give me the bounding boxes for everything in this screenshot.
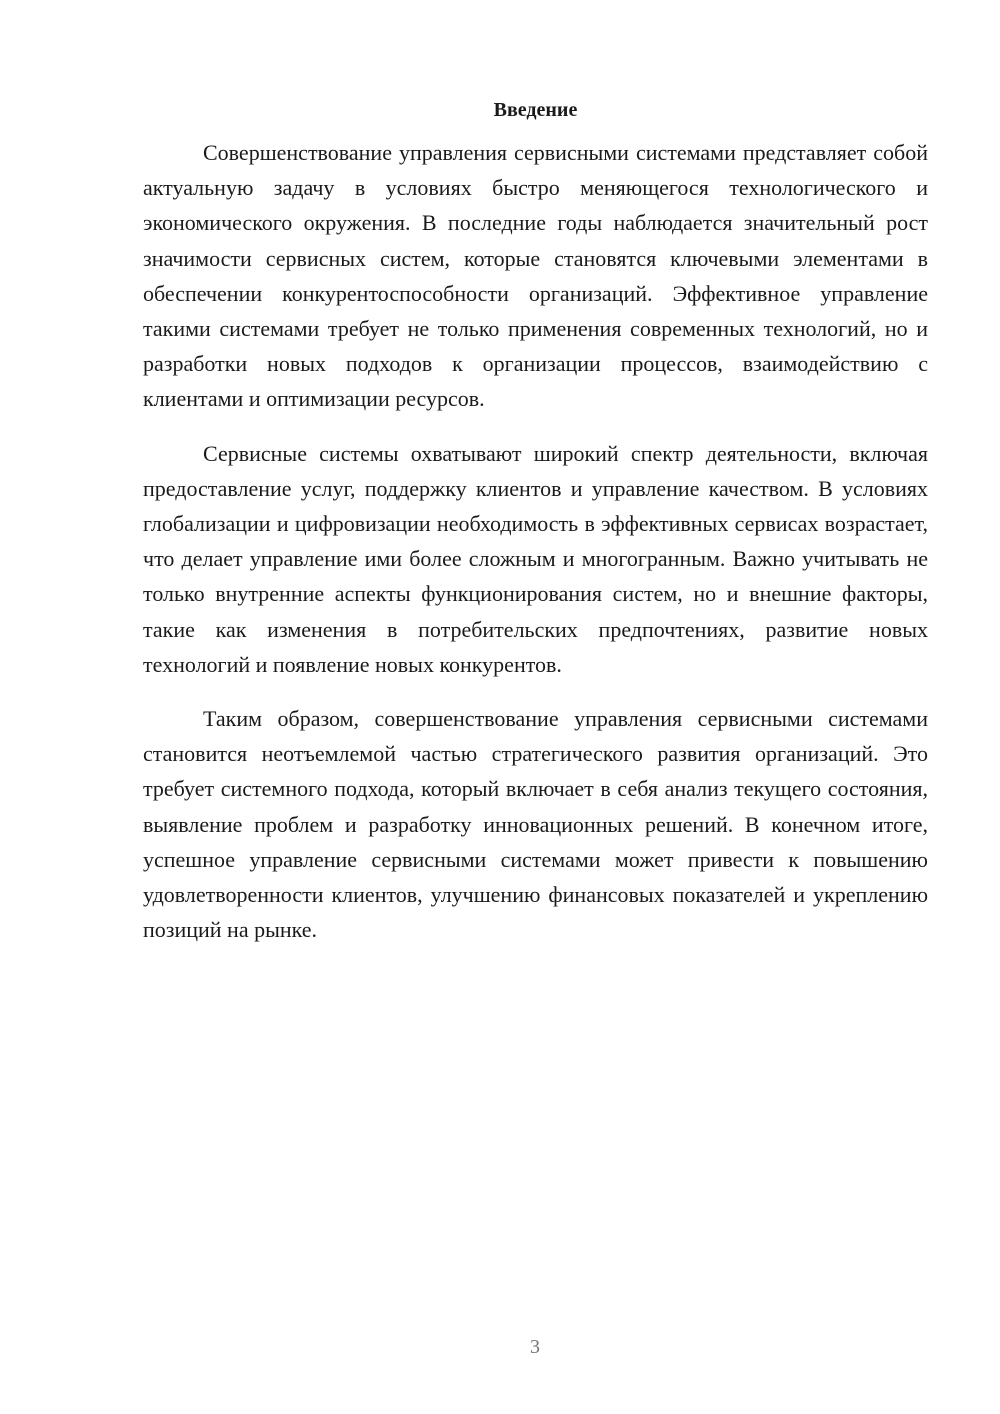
paragraph-3: Таким образом, совершенствование управления сервисными системами становится неотъемлемой частью стратегического развития организаций. Это требует системного подхода, который включает в себя анализ текущего состояния, выявление проблем и разработку инновационных решений. В конечном итоге, успешное управление сервисными системами может привести к повышению удовлетворенности клиентов, улучшению финансовых показателей и укреплению позиций на рынке. [143, 706, 928, 943]
page-content [143, 96, 928, 966]
section-title: Введение [493, 99, 578, 121]
paragraph-2: Сервисные системы охватывают широкий спектр деятельности, включая предоставление услуг, поддержку клиентов и управление качеством. В условиях глобализации и цифровизации необходимость в эффективных сервисах возрастает, что делает управление ими более сложным и многогранным. Важно учитывать не только внутренние аспекты функционирования систем, но и внешние факторы, такие как изменения в потребительских предпочтениях, развитие новых технологий и появление новых конкурентов. [143, 440, 928, 677]
page-number: 3 [530, 1336, 540, 1358]
paragraph-1: Совершенствование управления сервисными системами представляет собой актуальную задачу в условиях быстро меняющегося технологического и экономического окружения. В последние годы наблюдается значительный рост значимости сервисных систем, которые становятся ключевыми элементами в обеспечении конкурентоспособности организаций. Эффективное управление такими системами требует не только применения современных технологий, но и разработки новых подходов к организации процессов, взаимодействию с клиентами и оптимизации ресурсов. [143, 140, 928, 412]
